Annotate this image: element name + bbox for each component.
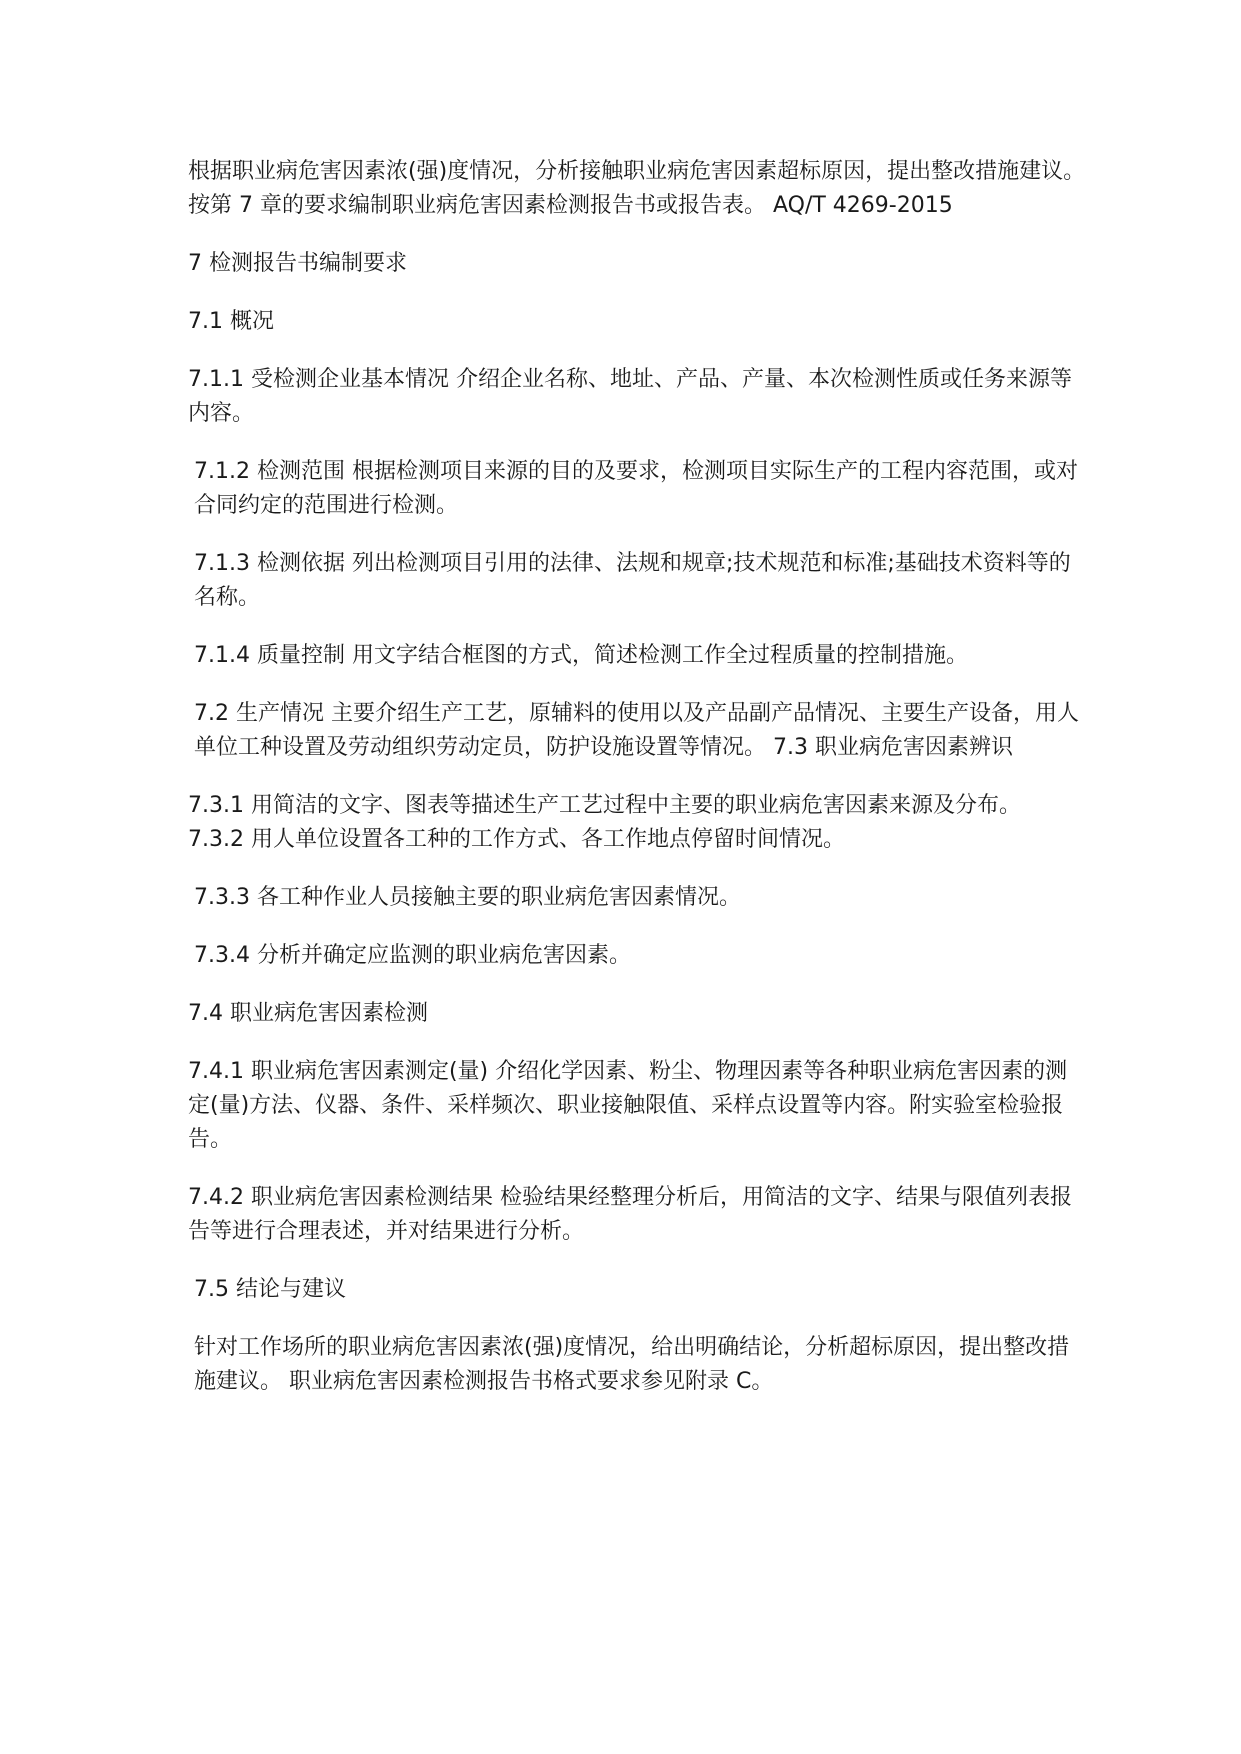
paragraph-7-1-1: 7.1.1 受检测企业基本情况 介绍企业名称、地址、产品、产量、本次检测性质或任务来源等内容。 (188, 367, 1072, 426)
paragraph-7-1-2: 7.1.2 检测范围 根据检测项目来源的目的及要求，检测项目实际生产的工程内容范围，或对合同约定的范围进行检测。 (194, 459, 1078, 518)
heading-7: 7 检测报告书编制要求 (188, 251, 407, 276)
paragraph-7-1-4: 7.1.4 质量控制 用文字结合框图的方式，简述检测工作全过程质量的控制措施。 (194, 643, 968, 668)
paragraph-7-3-1: 7.3.1 用简洁的文字、图表等描述生产工艺过程中主要的职业病危害因素来源及分布。 (188, 793, 1021, 818)
paragraph-7-5: 针对工作场所的职业病危害因素浓(强)度情况，给出明确结论，分析超标原因，提出整改措施建议。 职业病危害因素检测报告书格式要求参见附录 C。 (194, 1335, 1070, 1394)
paragraph-7-3-3: 7.3.3 各工种作业人员接触主要的职业病危害因素情况。 (194, 885, 741, 910)
paragraph-7-4-2: 7.4.2 职业病危害因素检测结果 检验结果经整理分析后，用简洁的文字、结果与限值列表报告等进行合理表述，并对结果进行分析。 (188, 1185, 1072, 1244)
heading-7-1: 7.1 概况 (188, 309, 274, 334)
paragraph-7-3-4: 7.3.4 分析并确定应监测的职业病危害因素。 (194, 943, 631, 968)
heading-7-5: 7.5 结论与建议 (194, 1277, 346, 1302)
paragraph-7-4-1: 7.4.1 职业病危害因素测定(量) 介绍化学因素、粉尘、物理因素等各种职业病危害因素的测定(量)方法、仪器、条件、采样频次、职业接触限值、采样点设置等内容。附实验室检验报告。 (188, 1059, 1068, 1152)
paragraph-7-3-2: 7.3.2 用人单位设置各工种的工作方式、各工作地点停留时间情况。 (188, 827, 845, 852)
paragraph-7-1-3: 7.1.3 检测依据 列出检测项目引用的法律、法规和规章;技术规范和标准;基础技术资料等的名称。 (194, 551, 1071, 610)
paragraph-intro: 根据职业病危害因素浓(强)度情况，分析接触职业病危害因素超标原因，提出整改措施建议。 按第 7 章的要求编制职业病危害因素检测报告书或报告表。 AQ/T 4269-2015 (188, 159, 1086, 218)
document-body (188, 155, 1088, 1423)
paragraph-7-2: 7.2 生产情况 主要介绍生产工艺，原辅料的使用以及产品副产品情况、主要生产设备，用人单位工种设置及劳动组织劳动定员，防护设施设置等情况。 7.3 职业病危害因素辨识 (194, 701, 1079, 760)
heading-7-4: 7.4 职业病危害因素检测 (188, 1001, 428, 1026)
